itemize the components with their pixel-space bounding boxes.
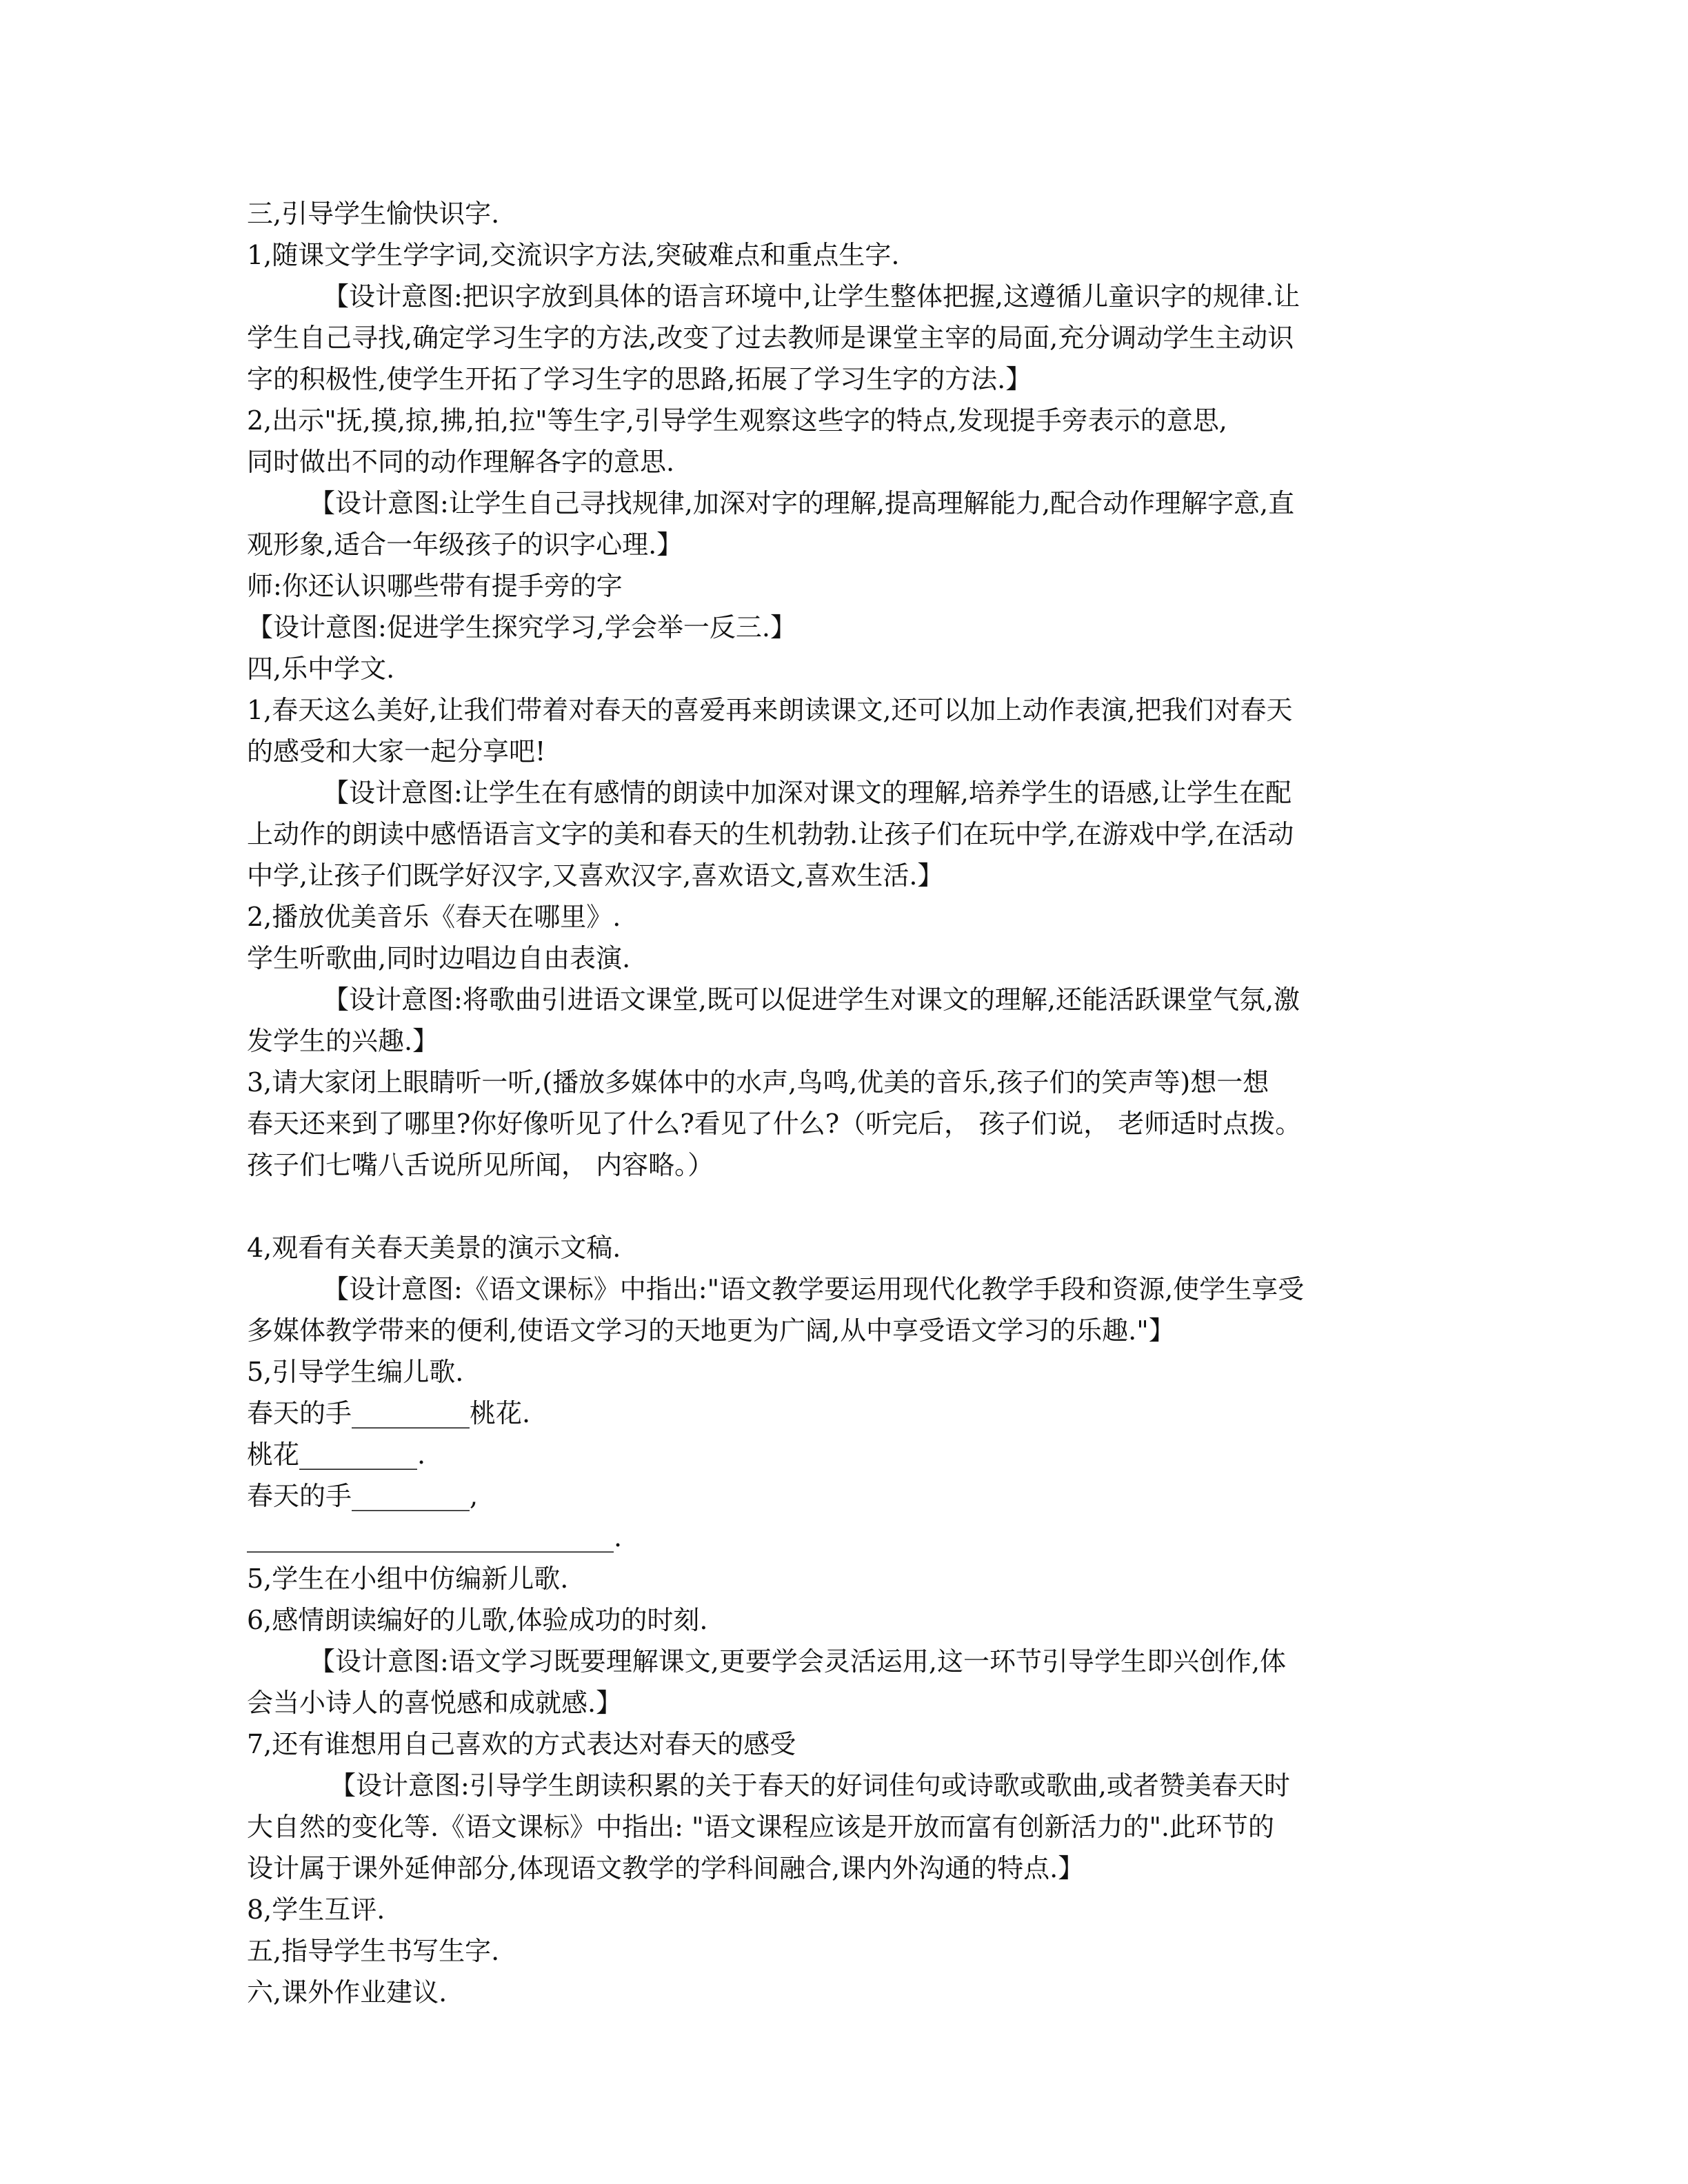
text-line: 师:你还认识哪些带有提手旁的字: [247, 571, 623, 601]
text-line: 6,感情朗读编好的儿歌,体验成功的时刻.: [247, 1605, 708, 1635]
text-line: 3,请大家闭上眼睛听一听,(播放多媒体中的水声,鸟鸣,优美的音乐,孩子们的笑声等)想一想: [247, 1067, 1269, 1098]
section-heading-5: 五,指导学生书写生字.: [247, 1936, 500, 1966]
poem-blank-line: 春天的手_________桃花.: [247, 1398, 531, 1428]
design-intent-line: 【设计意图:将歌曲引进语文课堂,既可以促进学生对课文的理解,还能活跃课堂气氛,激: [323, 984, 1300, 1015]
poem-blank-line: 春天的手_________,: [247, 1481, 479, 1511]
poem-blank-line: ____________________________.: [247, 1522, 623, 1553]
text-line: 4,观看有关春天美景的演示文稿.: [247, 1233, 621, 1263]
design-intent-line: 【设计意图:引导学生朗读积累的关于春天的好词佳句或诗歌或歌曲,或者赞美春天时: [330, 1770, 1290, 1801]
section-heading-3: 三,引导学生愉快识字.: [247, 199, 500, 229]
text-line: 2,播放优美音乐《春天在哪里》.: [247, 902, 621, 932]
design-intent-line: 【设计意图:让学生在有感情的朗读中加深对课文的理解,培养学生的语感,让学生在配: [323, 778, 1292, 808]
design-intent-line: 【设计意图:语文学习既要理解课文,更要学会灵活运用,这一环节引导学生即兴创作,体: [309, 1646, 1287, 1677]
text-line: 1,随课文学生学字词,交流识字方法,突破难点和重点生字.: [247, 240, 900, 270]
design-intent-line: 发学生的兴趣.】: [247, 1026, 439, 1056]
text-line: 孩子们七嘴八舌说所见所闻， 内容略。）: [247, 1150, 714, 1180]
design-intent-line: 大自然的变化等.《语文课标》中指出: "语文课程应该是开放而富有创新活力的".此环节的: [247, 1812, 1275, 1842]
text-line: 2,出示"抚,摸,掠,拂,拍,拉"等生字,引导学生观察这些字的特点,发现提手旁表示的意思,: [247, 405, 1227, 436]
text-line: 的感受和大家一起分享吧!: [247, 736, 546, 767]
text-line: 1,春天这么美好,让我们带着对春天的喜爱再来朗读课文,还可以加上动作表演,把我们对春天: [247, 695, 1293, 725]
design-intent-line: 学生自己寻找,确定学习生字的方法,改变了过去教师是课堂主宰的局面,充分调动学生主动识: [247, 323, 1294, 353]
poem-blank-line: 桃花_________.: [247, 1439, 426, 1470]
text-line: 学生听歌曲,同时边唱边自由表演.: [247, 943, 631, 973]
design-intent-line: 【设计意图:促进学生探究学习,学会举一反三.】: [247, 612, 796, 643]
design-intent-line: 观形象,适合一年级孩子的识字心理.】: [247, 529, 683, 560]
text-line: 7,还有谁想用自己喜欢的方式表达对春天的感受: [247, 1729, 796, 1759]
design-intent-line: 中学,让孩子们既学好汉字,又喜欢汉字,喜欢语文,喜欢生活.】: [247, 860, 944, 891]
section-heading-4: 四,乐中学文.: [247, 654, 395, 684]
document-page: [247, 193, 1440, 2013]
design-intent-line: 【设计意图:让学生自己寻找规律,加深对字的理解,提高理解能力,配合动作理解字意,直: [309, 488, 1295, 518]
text-line: 同时做出不同的动作理解各字的意思.: [247, 447, 675, 477]
design-intent-line: 多媒体教学带来的便利,使语文学习的天地更为广阔,从中享受语文学习的乐趣."】: [247, 1315, 1175, 1346]
blank-line: [247, 1186, 1440, 1227]
design-intent-line: 会当小诗人的喜悦感和成就感.】: [247, 1688, 623, 1718]
text-line: 8,学生互评.: [247, 1894, 385, 1925]
design-intent-line: 【设计意图:把识字放到具体的语言环境中,让学生整体把握,这遵循儿童识字的规律.让: [323, 281, 1300, 312]
text-line: 5,引导学生编儿歌.: [247, 1357, 464, 1387]
text-line: 5,学生在小组中仿编新儿歌.: [247, 1564, 569, 1594]
text-line: 春天还来到了哪里?你好像听见了什么?看见了什么?（听完后， 孩子们说， 老师适时点拨。: [247, 1109, 1302, 1139]
design-intent-line: 上动作的朗读中感悟语言文字的美和春天的生机勃勃.让孩子们在玩中学,在游戏中学,在活动: [247, 819, 1294, 849]
design-intent-line: 字的积极性,使学生开拓了学习生字的思路,拓展了学习生字的方法.】: [247, 364, 1032, 394]
design-intent-line: 【设计意图:《语文课标》中指出:"语文教学要运用现代化教学手段和资源,使学生享受: [323, 1274, 1305, 1304]
section-heading-6: 六,课外作业建议.: [247, 1977, 448, 2008]
design-intent-line: 设计属于课外延伸部分,体现语文教学的学科间融合,课内外沟通的特点.】: [247, 1853, 1085, 1883]
